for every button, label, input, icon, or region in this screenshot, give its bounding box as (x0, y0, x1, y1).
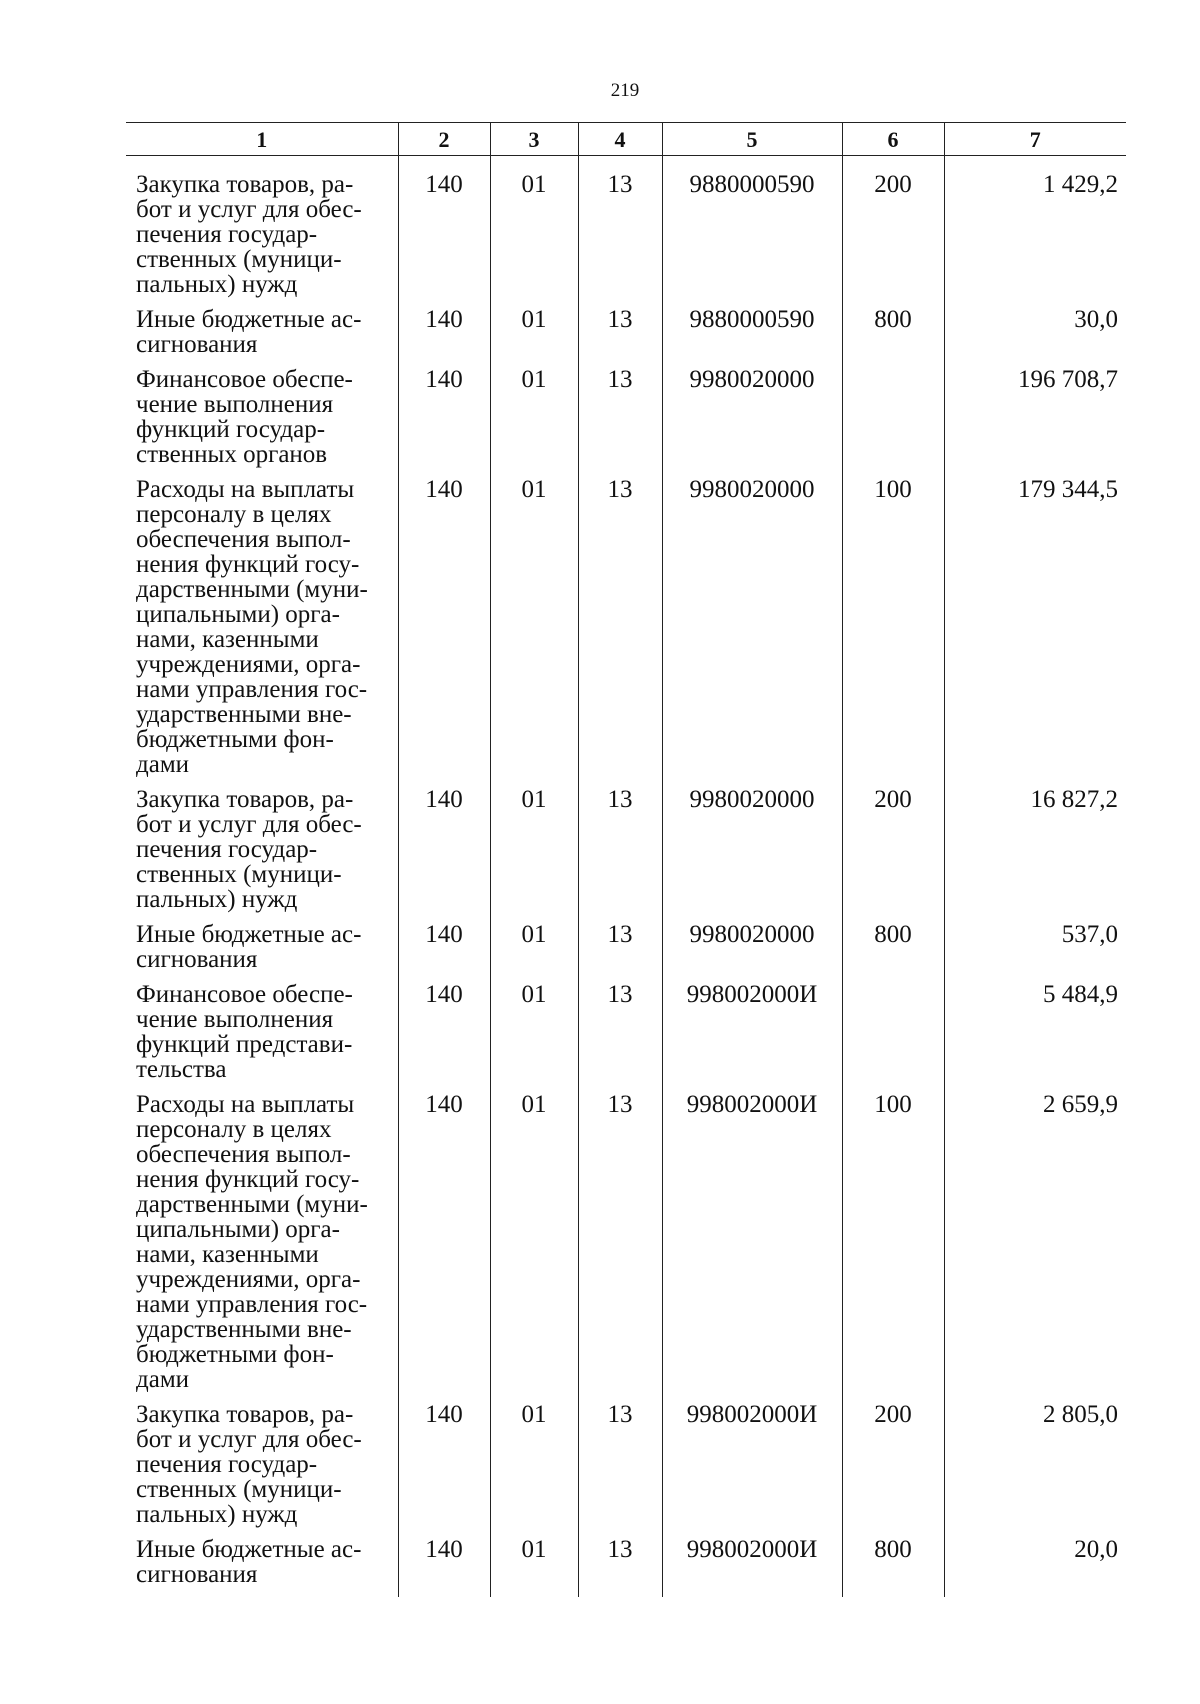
page-number: 219 (610, 80, 640, 101)
table-row (126, 787, 1126, 922)
ministry-code-cell: 140 (398, 1402, 490, 1537)
budget-table (126, 122, 1126, 1597)
section-cell: 01 (490, 1537, 578, 1597)
target-article-cell: 9980020000 (662, 922, 842, 982)
target-article-cell: 998002000И (662, 1092, 842, 1402)
column-header-1: 1 (126, 123, 398, 156)
table-row (126, 1537, 1126, 1597)
ministry-code-cell: 140 (398, 922, 490, 982)
column-header-2: 2 (398, 123, 490, 156)
subsection-cell: 13 (578, 787, 662, 922)
amount-cell: 20,0 (944, 1537, 1126, 1597)
subsection-cell: 13 (578, 307, 662, 367)
target-article-cell: 998002000И (662, 1537, 842, 1597)
section-cell: 01 (490, 982, 578, 1092)
row-name-cell: Расходы на выплаты персоналу в целях обеспечения выпол- нения функций госу- дарственными (муни- ципальными) орга- нами, казенными учреждениями, орга- нами управления гос- ударственными вне- бюджетными фон- дами (136, 1091, 368, 1393)
ministry-code-cell: 140 (398, 1537, 490, 1597)
expense-type-cell: 200 (842, 156, 944, 308)
table-row (126, 156, 1126, 308)
subsection-cell: 13 (578, 156, 662, 308)
subsection-cell: 13 (578, 1537, 662, 1597)
expense-type-cell: 100 (842, 1092, 944, 1402)
expense-type-cell: 800 (842, 922, 944, 982)
ministry-code-cell: 140 (398, 1092, 490, 1402)
subsection-cell: 13 (578, 1402, 662, 1537)
target-article-cell: 9980020000 (662, 787, 842, 922)
row-name-cell: Закупка товаров, ра- бот и услуг для обес- печения государ- ственных (муници- пальных) нужд (136, 786, 362, 913)
amount-cell: 179 344,5 (944, 477, 1126, 787)
row-name-cell: Закупка товаров, ра- бот и услуг для обес- печения государ- ственных (муници- пальных) нужд (136, 1401, 362, 1528)
table-row (126, 1092, 1126, 1402)
table-row (126, 307, 1126, 367)
column-header-4: 4 (578, 123, 662, 156)
expense-type-cell: 100 (842, 477, 944, 787)
table-header-row (126, 123, 1126, 156)
ministry-code-cell: 140 (398, 477, 490, 787)
section-cell: 01 (490, 156, 578, 308)
subsection-cell: 13 (578, 982, 662, 1092)
column-header-7: 7 (944, 123, 1126, 156)
target-article-cell: 9980020000 (662, 367, 842, 477)
expense-type-cell: 800 (842, 1537, 944, 1597)
section-cell: 01 (490, 477, 578, 787)
section-cell: 01 (490, 1402, 578, 1537)
target-article-cell: 998002000И (662, 1402, 842, 1537)
amount-cell: 5 484,9 (944, 982, 1126, 1092)
column-header-5: 5 (662, 123, 842, 156)
row-name-cell: Иные бюджетные ас- сигнования (136, 306, 362, 358)
section-cell: 01 (490, 367, 578, 477)
ministry-code-cell: 140 (398, 307, 490, 367)
amount-cell: 2 805,0 (944, 1402, 1126, 1537)
target-article-cell: 9980020000 (662, 477, 842, 787)
row-name-cell: Закупка товаров, ра- бот и услуг для обес- печения государ- ственных (муници- пальных) нужд (136, 171, 362, 298)
amount-cell: 30,0 (944, 307, 1126, 367)
subsection-cell: 13 (578, 367, 662, 477)
table-row (126, 922, 1126, 982)
expense-type-cell: 200 (842, 1402, 944, 1537)
column-header-3: 3 (490, 123, 578, 156)
subsection-cell: 13 (578, 477, 662, 787)
table-row (126, 982, 1126, 1092)
expense-type-cell: 800 (842, 307, 944, 367)
expense-type-cell (842, 367, 944, 477)
amount-cell: 1 429,2 (944, 156, 1126, 308)
row-name-cell: Расходы на выплаты персоналу в целях обеспечения выпол- нения функций госу- дарственными (муни- ципальными) орга- нами, казенными учреждениями, орга- нами управления гос- ударственными вне- бюджетными фон- дами (136, 476, 368, 778)
expense-type-cell: 200 (842, 787, 944, 922)
row-name-cell: Иные бюджетные ас- сигнования (136, 921, 362, 973)
ministry-code-cell: 140 (398, 787, 490, 922)
section-cell: 01 (490, 307, 578, 367)
subsection-cell: 13 (578, 922, 662, 982)
amount-cell: 16 827,2 (944, 787, 1126, 922)
subsection-cell: 13 (578, 1092, 662, 1402)
amount-cell: 2 659,9 (944, 1092, 1126, 1402)
section-cell: 01 (490, 922, 578, 982)
row-name-cell: Финансовое обеспе- чение выполнения функций представи- тельства (136, 981, 353, 1083)
table-row (126, 367, 1126, 477)
target-article-cell: 9880000590 (662, 307, 842, 367)
ministry-code-cell: 140 (398, 367, 490, 477)
target-article-cell: 998002000И (662, 982, 842, 1092)
row-name-cell: Финансовое обеспе- чение выполнения функций государ- ственных органов (136, 366, 353, 468)
amount-cell: 537,0 (944, 922, 1126, 982)
section-cell: 01 (490, 1092, 578, 1402)
table-row (126, 1402, 1126, 1537)
target-article-cell: 9880000590 (662, 156, 842, 308)
table-row (126, 477, 1126, 787)
ministry-code-cell: 140 (398, 156, 490, 308)
column-header-6: 6 (842, 123, 944, 156)
row-name-cell: Иные бюджетные ас- сигнования (136, 1536, 362, 1588)
section-cell: 01 (490, 787, 578, 922)
amount-cell: 196 708,7 (944, 367, 1126, 477)
ministry-code-cell: 140 (398, 982, 490, 1092)
expense-type-cell (842, 982, 944, 1092)
table-body (126, 156, 1126, 1598)
